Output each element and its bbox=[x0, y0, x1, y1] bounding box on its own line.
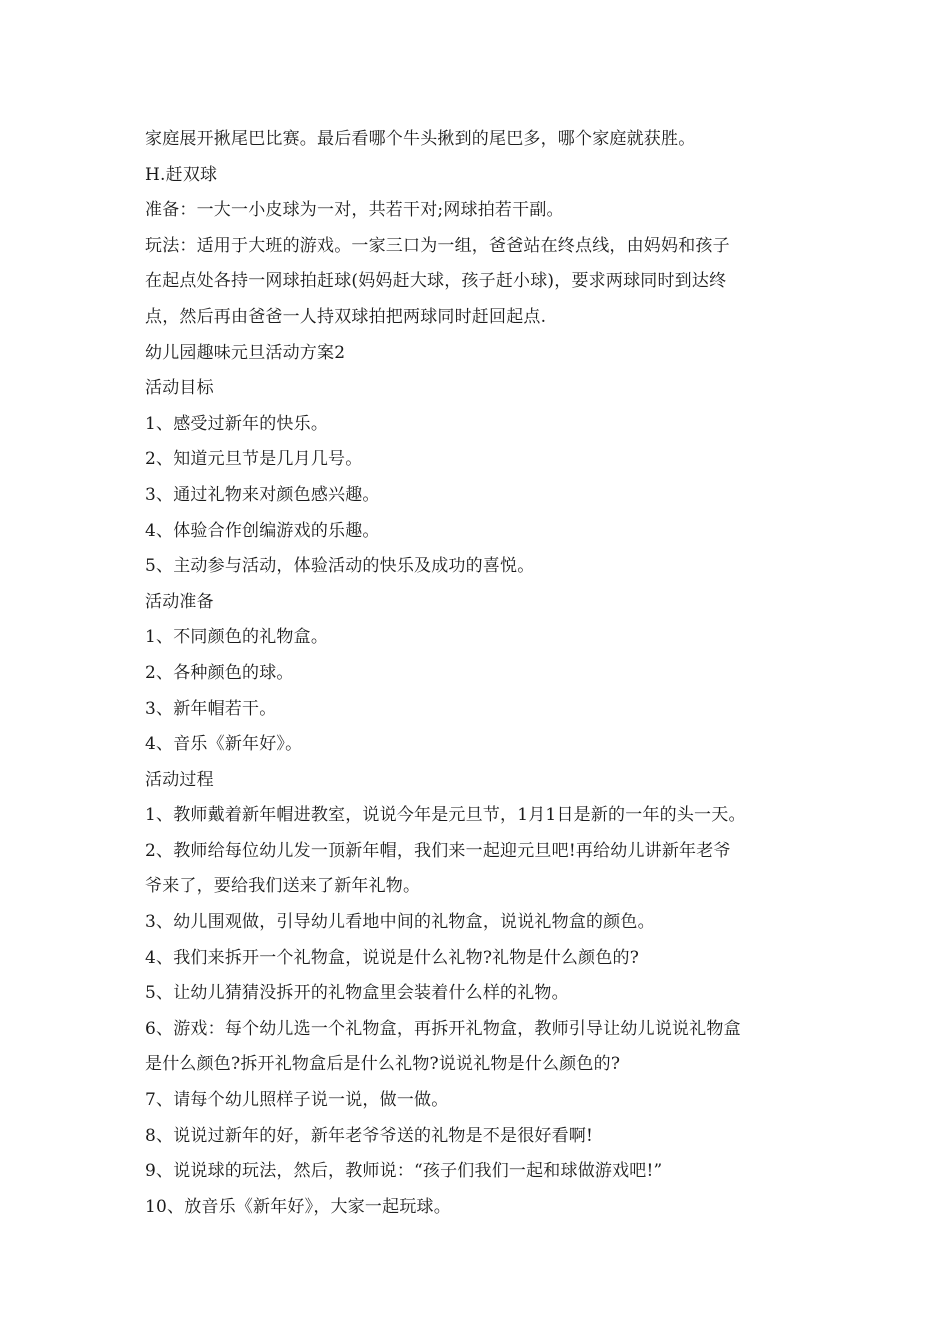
list-item: 3、新年帽若干。 bbox=[145, 698, 277, 719]
text-line: 玩法：适用于大班的游戏。一家三口为一组，爸爸站在终点线，由妈妈和孩子 bbox=[145, 235, 730, 256]
list-item: 5、主动参与活动，体验活动的快乐及成功的喜悦。 bbox=[145, 556, 535, 577]
section-heading: H.赶双球 bbox=[145, 164, 218, 185]
text-line: 准备：一大一小皮球为一对，共若干对;网球拍若干副。 bbox=[145, 200, 564, 221]
list-item: 4、体验合作创编游戏的乐趣。 bbox=[145, 520, 380, 541]
list-item: 2、各种颜色的球。 bbox=[145, 662, 294, 683]
document-body bbox=[145, 122, 815, 1225]
list-item-continuation: 是什么颜色?拆开礼物盒后是什么礼物?说说礼物是什么颜色的? bbox=[145, 1054, 621, 1075]
list-item: 1、感受过新年的快乐。 bbox=[145, 413, 329, 434]
text-line: 在起点处各持一网球拍赶球(妈妈赶大球，孩子赶小球)，要求两球同时到达终 bbox=[145, 271, 727, 292]
list-item: 2、教师给每位幼儿发一顶新年帽，我们来一起迎元旦吧!再给幼儿讲新年老爷 bbox=[145, 840, 731, 861]
section-heading: 活动目标 bbox=[145, 378, 214, 399]
list-item: 1、教师戴着新年帽进教室，说说今年是元旦节，1月1日是新的一年的头一天。 bbox=[145, 805, 746, 826]
list-item: 2、知道元旦节是几月几号。 bbox=[145, 449, 363, 470]
list-item: 4、音乐《新年好》。 bbox=[145, 734, 303, 755]
section-heading: 活动准备 bbox=[145, 591, 214, 612]
list-item: 9、说说球的玩法，然后，教师说：“孩子们我们一起和球做游戏吧!” bbox=[145, 1161, 663, 1182]
section-heading: 活动过程 bbox=[145, 769, 214, 790]
list-item: 3、幼儿围观做，引导幼儿看地中间的礼物盒，说说礼物盒的颜色。 bbox=[145, 912, 655, 933]
document-title: 幼儿园趣味元旦活动方案2 bbox=[145, 342, 346, 363]
list-item-continuation: 爷来了，要给我们送来了新年礼物。 bbox=[145, 876, 421, 897]
list-item: 7、请每个幼儿照样子说一说，做一做。 bbox=[145, 1090, 449, 1111]
list-item: 8、说说过新年的好，新年老爷爷送的礼物是不是很好看啊! bbox=[145, 1125, 594, 1146]
list-item: 6、游戏：每个幼儿选一个礼物盒，再拆开礼物盒，教师引导让幼儿说说礼物盒 bbox=[145, 1018, 741, 1039]
list-item: 4、我们来拆开一个礼物盒，说说是什么礼物?礼物是什么颜色的? bbox=[145, 947, 640, 968]
list-item: 1、不同颜色的礼物盒。 bbox=[145, 627, 329, 648]
list-item: 10、放音乐《新年好》，大家一起玩球。 bbox=[145, 1196, 451, 1217]
list-item: 5、让幼儿猜猜没拆开的礼物盒里会装着什么样的礼物。 bbox=[145, 983, 569, 1004]
text-line: 家庭展开揪尾巴比赛。最后看哪个牛头揪到的尾巴多，哪个家庭就获胜。 bbox=[145, 129, 696, 149]
text-line: 点，然后再由爸爸一人持双球拍把两球同时赶回起点. bbox=[145, 306, 547, 327]
list-item: 3、通过礼物来对颜色感兴趣。 bbox=[145, 484, 380, 505]
